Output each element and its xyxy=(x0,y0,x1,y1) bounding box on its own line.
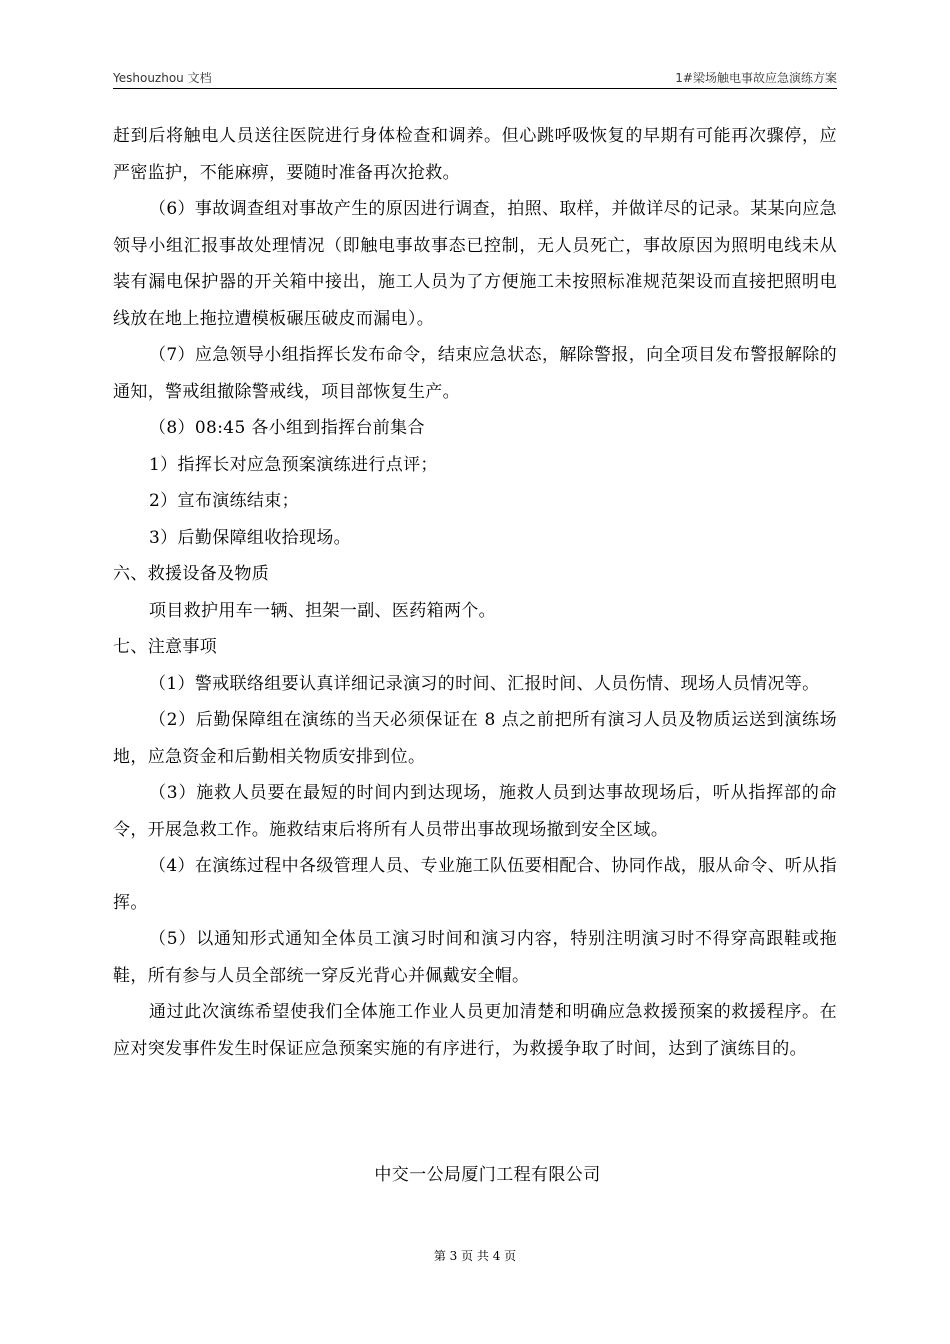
company-name: 中交一公局厦门工程有限公司 xyxy=(374,1165,601,1185)
subitem-3: 3）后勤保障组收拾现场。 xyxy=(149,527,352,548)
page-header xyxy=(113,66,837,89)
document-body xyxy=(113,118,837,1067)
section-heading-6: 六、救援设备及物质 xyxy=(113,564,270,584)
note-item-3: （3）施救人员要在最短的时间内到达现场，施救人员到达事故现场后，听从指挥部的命令，开展急救工作。施救结束后将所有人员带出事故现场撤到安全区域。 xyxy=(113,783,837,840)
section-heading-7: 七、注意事项 xyxy=(113,637,218,657)
paragraph-item-7: （7）应急领导小组指挥长发布命令，结束应急状态，解除警报，向全项目发布警报解除的通知，警戒组撤除警戒线，项目部恢复生产。 xyxy=(113,345,837,402)
note-item-2: （2）后勤保障组在演练的当天必须保证在 8 点之前把所有演习人员及物质运送到演练场地，应急资金和后勤相关物质安排到位。 xyxy=(113,710,837,767)
paragraph-equipment: 项目救护用车一辆、担架一副、医药箱两个。 xyxy=(149,600,496,621)
note-item-5: （5）以通知形式通知全体员工演习时间和演习内容，特别注明演习时不得穿高跟鞋或拖鞋，所有参与人员全部统一穿反光背心并佩戴安全帽。 xyxy=(113,929,837,986)
note-item-1: （1）警戒联络组要认真详细记录演习的时间、汇报时间、人员伤情、现场人员情况等。 xyxy=(149,673,820,694)
subitem-1: 1）指挥长对应急预案演练进行点评； xyxy=(149,454,438,475)
paragraph-item-6: （6）事故调查组对事故产生的原因进行调查，拍照、取样，并做详尽的记录。某某向应急领导小组汇报事故处理情况（即触电事故事态已控制，无人员死亡，事故原因为照明电线未从装有漏电保护器的开关箱中接出，施工人员为了方便施工未按照标准规范架设而直接把照明电线放在地上拖拉遭模板碾压破皮而漏电）。 xyxy=(113,199,837,329)
page-number: 第 3 页 共 4 页 xyxy=(433,1249,517,1263)
header-left-label: Yeshouzhou 文档 xyxy=(113,71,212,85)
subitem-2: 2）宣布演练结束； xyxy=(149,491,299,511)
header-document-title: 1#梁场触电事故应急演练方案 xyxy=(675,71,837,85)
paragraph-continuation: 赶到后将触电人员送往医院进行身体检查和调养。但心跳呼吸恢复的早期有可能再次骤停，应严密监护，不能麻痹，要随时准备再次抢救。 xyxy=(113,126,837,183)
note-item-4: （4）在演练过程中各级管理人员、专业施工队伍要相配合、协同作战，服从命令、听从指挥。 xyxy=(113,856,837,913)
paragraph-conclusion: 通过此次演练希望使我们全体施工作业人员更加清楚和明确应急救援预案的救援程序。在应对突发事件发生时保证应急预案实施的有序进行，为救援争取了时间，达到了演练目的。 xyxy=(113,1002,837,1059)
paragraph-item-8: （8）08:45 各小组到指挥台前集合 xyxy=(149,418,425,438)
